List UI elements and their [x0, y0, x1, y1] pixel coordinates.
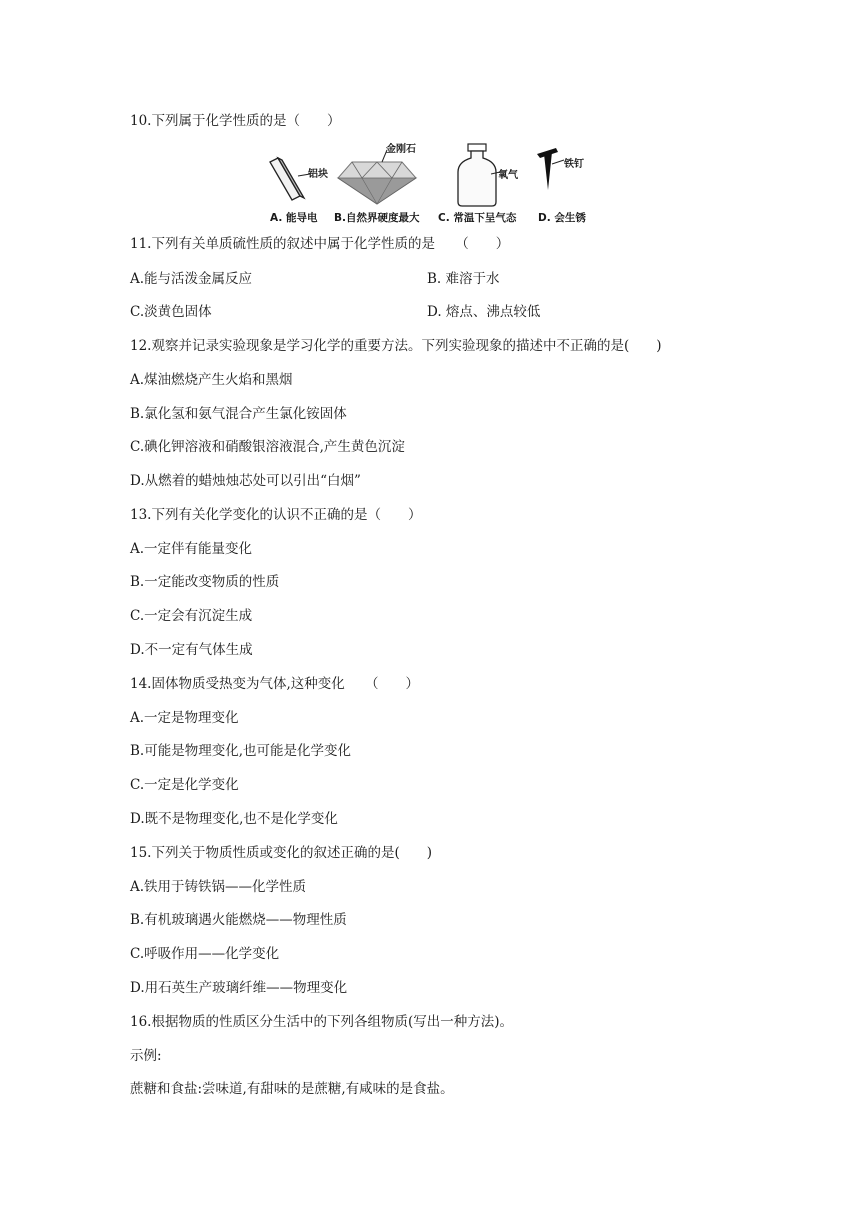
question-14-option-b: B.可能是物理变化,也可能是化学变化 — [130, 743, 352, 759]
aluminum-block-label: 铝块 — [308, 169, 328, 180]
diamond-label: 金刚石 — [386, 144, 416, 155]
question-14-stem: 14.固体物质受热变为气体,这种变化 （ ） — [130, 676, 420, 692]
question-13-option-c: C.一定会有沉淀生成 — [130, 608, 253, 624]
question-13-option-d: D.不一定有气体生成 — [130, 642, 253, 658]
question-11-option-d: D. 熔点、沸点较低 — [427, 304, 541, 320]
question-12-option-b: B.氯化氢和氨气混合产生氯化铵固体 — [130, 406, 347, 422]
aluminum-block-icon — [270, 158, 310, 200]
question-10-figure — [262, 140, 602, 228]
oxygen-label: 氧气 — [498, 170, 518, 181]
oxygen-bottle-icon — [458, 144, 500, 206]
question-14-option-c: C.一定是化学变化 — [130, 777, 239, 793]
question-15-stem: 15.下列关于物质性质或变化的叙述正确的是( ) — [130, 845, 433, 861]
iron-nail-label: 铁钉 — [564, 159, 584, 170]
iron-nail-icon — [537, 148, 564, 190]
question-10-stem: 10.下列属于化学性质的是（ ） — [130, 113, 341, 129]
question-11-option-b: B. 难溶于水 — [427, 271, 500, 287]
question-15-option-d: D.用石英生产玻璃纤维——物理变化 — [130, 980, 348, 996]
question-14-option-d: D.既不是物理变化,也不是化学变化 — [130, 811, 338, 827]
option-a-caption: A. 能导电 — [270, 212, 318, 224]
question-12-stem: 12.观察并记录实验现象是学习化学的重要方法。下列实验现象的描述中不正确的是( ) — [130, 338, 662, 354]
option-d-caption: D. 会生锈 — [538, 212, 586, 224]
question-13-stem: 13.下列有关化学变化的认识不正确的是（ ） — [130, 507, 422, 523]
question-16-example: 蔗糖和食盐:尝味道,有甜味的是蔗糖,有咸味的是食盐。 — [130, 1081, 454, 1097]
question-14-option-a: A.一定是物理变化 — [130, 710, 239, 726]
question-11-option-a: A.能与活泼金属反应 — [130, 271, 253, 287]
option-b-caption: B.自然界硬度最大 — [334, 212, 420, 224]
question-15-option-a: A.铁用于铸铁锅——化学性质 — [130, 879, 307, 895]
diamond-icon — [338, 150, 416, 204]
question-12-option-c: C.碘化钾溶液和硝酸银溶液混合,产生黄色沉淀 — [130, 439, 405, 455]
question-11-option-c: C.淡黄色固体 — [130, 304, 212, 320]
option-c-caption: C. 常温下呈气态 — [438, 212, 517, 224]
question-13-option-b: B.一定能改变物质的性质 — [130, 574, 280, 590]
question-12-option-d: D.从燃着的蜡烛烛芯处可以引出“白烟” — [130, 473, 361, 489]
question-15-option-c: C.呼吸作用——化学变化 — [130, 946, 280, 962]
question-11-stem: 11.下列有关单质硫性质的叙述中属于化学性质的是 （ ） — [130, 236, 510, 252]
question-15-option-b: B.有机玻璃遇火能燃烧——物理性质 — [130, 912, 347, 928]
question-16-stem: 16.根据物质的性质区分生活中的下列各组物质(写出一种方法)。 — [130, 1014, 514, 1030]
question-12-option-a: A.煤油燃烧产生火焰和黑烟 — [130, 372, 293, 388]
question-13-option-a: A.一定伴有能量变化 — [130, 541, 253, 557]
question-16-example-label: 示例: — [130, 1048, 162, 1064]
